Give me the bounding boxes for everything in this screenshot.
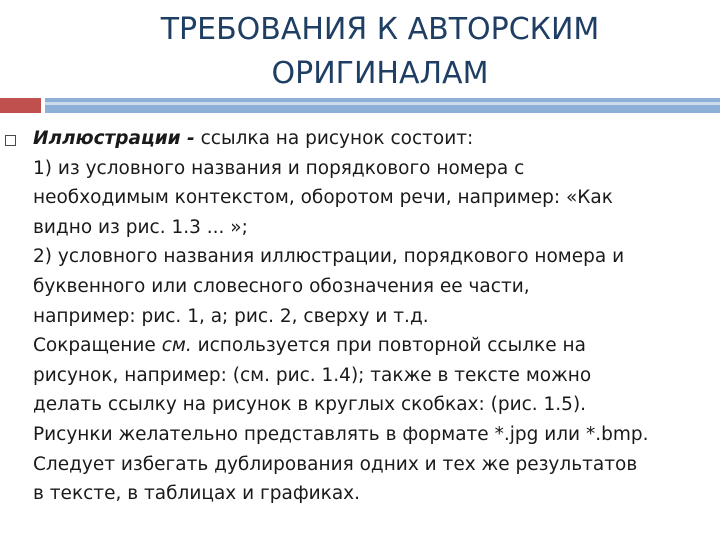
text-line: Рисунки желательно представлять в формате *.jpg или *.bmp. [33, 423, 649, 445]
text-line: буквенного или словесного обозначения ее части, [33, 275, 530, 297]
text-line: делать ссылку на рисунок в круглых скобках: (рис. 1.5). [33, 394, 587, 416]
slide-title-line-2: ОРИГИНАЛАМ [271, 56, 489, 91]
square-bullet-icon [5, 135, 16, 146]
text-line: Следует избегать дублирования одних и тех же результатов [33, 453, 638, 475]
abbr-before: Сокращение [33, 335, 162, 357]
slide-title [40, 8, 720, 96]
abbr-after: используется при повторной ссылке на [191, 335, 586, 357]
text-line: в тексте, в таблицах и графиках. [33, 483, 361, 505]
text-line: например: рис. 1, а; рис. 2, сверху и т.д. [33, 305, 429, 327]
accent-bar-blue [45, 98, 720, 113]
bullet-lead: ссылка на рисунок состоит: [194, 128, 474, 149]
text-line: рисунок, например: (см. рис. 1.4); также в тексте можно [33, 364, 592, 386]
bullet-text [33, 124, 720, 509]
bullet-term: Иллюстрации - [33, 128, 195, 149]
text-line: 1) из условного названия и порядкового номера с [33, 157, 525, 179]
abbr-term: см. [161, 335, 192, 357]
text-line: 2) условного названия иллюстрации, порядкового номера и [33, 246, 625, 268]
accent-bar-red [0, 98, 41, 113]
slide-title-line-1: ТРЕБОВАНИЯ К АВТОРСКИМ [160, 12, 600, 47]
text-line: видно из рис. 1.3 ... »; [33, 216, 248, 238]
bullet-first-line [33, 124, 720, 154]
abbreviation-line [33, 331, 720, 361]
text-line: необходимым контекстом, оборотом речи, например: «Как [33, 187, 613, 209]
